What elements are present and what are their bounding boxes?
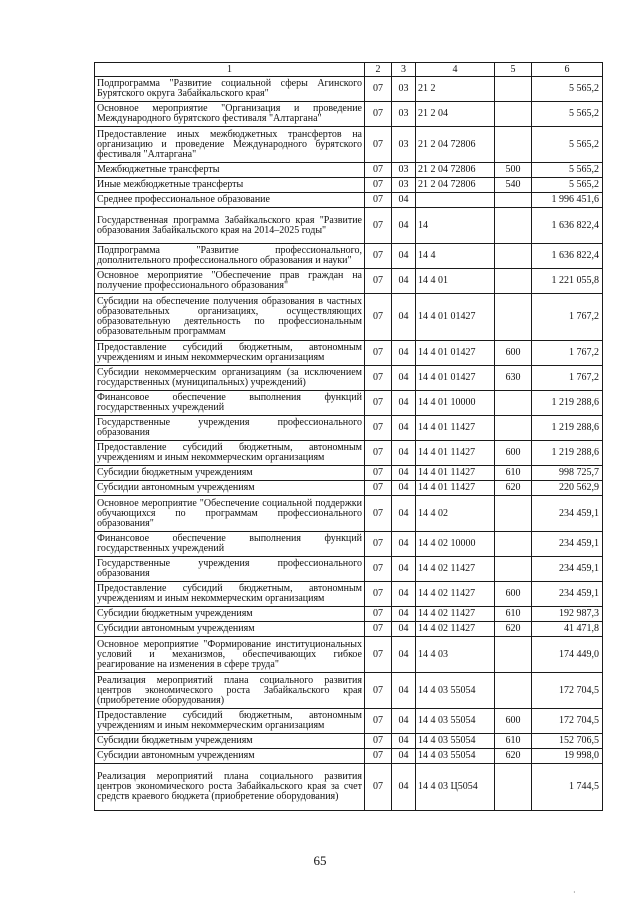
row-amount-cell: 234 459,1 [532, 582, 603, 607]
header-cell: 1 [95, 63, 365, 77]
row-section-cell: 07 [365, 366, 392, 391]
row-expense-type-cell: 620 [495, 622, 532, 637]
row-subsection-cell: 04 [392, 193, 416, 208]
table-header-row [95, 63, 603, 77]
corner-mark: · [573, 888, 576, 897]
row-amount-cell: 1 996 451,6 [532, 193, 603, 208]
row-section-cell: 07 [365, 622, 392, 637]
row-name-cell: Субсидии некоммерческим организациям (за исключением государственных (муниципальных) учреждений) [95, 366, 365, 391]
header-cell: 3 [392, 63, 416, 77]
table-row [95, 163, 603, 178]
row-subsection-cell: 04 [392, 607, 416, 622]
row-subsection-cell: 04 [392, 557, 416, 582]
row-name-cell: Субсидии на обеспечение получения образования в частных образовательных организациях, осуществляющих образовательную деятельность по профессиональным образовательным программам [95, 294, 365, 341]
row-target-code-cell: 14 4 01 01427 [416, 341, 495, 366]
row-amount-cell: 5 565,2 [532, 77, 603, 102]
row-target-code-cell: 21 2 [416, 77, 495, 102]
row-target-code-cell: 14 4 03 55054 [416, 749, 495, 764]
row-target-code-cell: 14 4 03 55054 [416, 734, 495, 749]
row-expense-type-cell [495, 102, 532, 127]
table-row [95, 178, 603, 193]
row-subsection-cell: 04 [392, 294, 416, 341]
row-section-cell: 07 [365, 496, 392, 532]
row-subsection-cell: 04 [392, 673, 416, 709]
row-amount-cell: 172 704,5 [532, 709, 603, 734]
row-name-cell: Предоставление субсидий бюджетным, автономным учреждениям и иным некоммерческим организациям [95, 441, 365, 466]
row-section-cell: 07 [365, 208, 392, 244]
row-section-cell: 07 [365, 637, 392, 673]
row-subsection-cell: 03 [392, 178, 416, 193]
table-row [95, 77, 603, 102]
table-row [95, 622, 603, 637]
table-row [95, 366, 603, 391]
row-subsection-cell: 04 [392, 416, 416, 441]
row-subsection-cell: 04 [392, 366, 416, 391]
table-row [95, 734, 603, 749]
row-expense-type-cell [495, 496, 532, 532]
row-section-cell: 07 [365, 193, 392, 208]
row-name-cell: Предоставление субсидий бюджетным, автономным учреждениям и иным некоммерческим организациям [95, 709, 365, 734]
row-subsection-cell: 04 [392, 481, 416, 496]
row-expense-type-cell: 600 [495, 341, 532, 366]
row-name-cell: Субсидии бюджетным учреждениям [95, 607, 365, 622]
row-name-cell: Субсидии бюджетным учреждениям [95, 734, 365, 749]
row-expense-type-cell: 540 [495, 178, 532, 193]
row-expense-type-cell: 500 [495, 163, 532, 178]
row-amount-cell: 234 459,1 [532, 557, 603, 582]
row-section-cell: 07 [365, 294, 392, 341]
header-cell: 2 [365, 63, 392, 77]
row-target-code-cell [416, 193, 495, 208]
budget-table [94, 62, 603, 811]
row-subsection-cell: 04 [392, 208, 416, 244]
row-amount-cell: 234 459,1 [532, 532, 603, 557]
table-row [95, 582, 603, 607]
row-amount-cell: 1 219 288,6 [532, 391, 603, 416]
row-section-cell: 07 [365, 709, 392, 734]
table-row [95, 764, 603, 811]
row-expense-type-cell [495, 416, 532, 441]
row-expense-type-cell: 620 [495, 749, 532, 764]
table-row [95, 193, 603, 208]
row-expense-type-cell: 600 [495, 441, 532, 466]
row-subsection-cell: 04 [392, 269, 416, 294]
row-expense-type-cell: 610 [495, 734, 532, 749]
row-expense-type-cell [495, 294, 532, 341]
table-row [95, 496, 603, 532]
row-section-cell: 07 [365, 466, 392, 481]
row-subsection-cell: 04 [392, 749, 416, 764]
row-target-code-cell: 14 4 02 [416, 496, 495, 532]
row-amount-cell: 172 704,5 [532, 673, 603, 709]
row-target-code-cell: 14 [416, 208, 495, 244]
table-row [95, 481, 603, 496]
row-subsection-cell: 04 [392, 441, 416, 466]
row-subsection-cell: 03 [392, 102, 416, 127]
header-cell: 6 [532, 63, 603, 77]
row-section-cell: 07 [365, 481, 392, 496]
row-target-code-cell: 14 4 02 11427 [416, 582, 495, 607]
row-name-cell: Реализация мероприятий плана социального развития центров экономического роста Забайкальского края за счет средств краевого бюджета (приобретение оборудования) [95, 764, 365, 811]
row-section-cell: 07 [365, 269, 392, 294]
row-subsection-cell: 04 [392, 532, 416, 557]
row-target-code-cell: 14 4 01 01427 [416, 366, 495, 391]
row-section-cell: 07 [365, 178, 392, 193]
row-name-cell: Основное мероприятие "Обеспечение прав граждан на получение профессионального образования" [95, 269, 365, 294]
row-target-code-cell: 14 4 03 Ц5054 [416, 764, 495, 811]
row-amount-cell: 5 565,2 [532, 127, 603, 163]
row-target-code-cell: 14 4 01 10000 [416, 391, 495, 416]
row-target-code-cell: 14 4 02 11427 [416, 557, 495, 582]
row-expense-type-cell [495, 269, 532, 294]
row-subsection-cell: 04 [392, 466, 416, 481]
row-target-code-cell: 14 4 01 01427 [416, 294, 495, 341]
row-amount-cell: 1 636 822,4 [532, 244, 603, 269]
row-expense-type-cell: 610 [495, 466, 532, 481]
row-expense-type-cell [495, 764, 532, 811]
row-name-cell: Подпрограмма "Развитие профессионального, дополнительного профессионального образования и науки" [95, 244, 365, 269]
row-expense-type-cell [495, 637, 532, 673]
table-row [95, 341, 603, 366]
row-section-cell: 07 [365, 557, 392, 582]
row-target-code-cell: 21 2 04 [416, 102, 495, 127]
row-subsection-cell: 04 [392, 496, 416, 532]
row-target-code-cell: 14 4 02 11427 [416, 607, 495, 622]
row-subsection-cell: 03 [392, 163, 416, 178]
row-target-code-cell: 14 4 02 10000 [416, 532, 495, 557]
row-amount-cell: 5 565,2 [532, 102, 603, 127]
row-section-cell: 07 [365, 582, 392, 607]
table-row [95, 127, 603, 163]
table-row [95, 749, 603, 764]
table-row [95, 673, 603, 709]
row-expense-type-cell: 630 [495, 366, 532, 391]
row-target-code-cell: 14 4 01 11427 [416, 441, 495, 466]
row-amount-cell: 1 767,2 [532, 366, 603, 391]
row-subsection-cell: 04 [392, 341, 416, 366]
table-body [95, 63, 603, 811]
row-section-cell: 07 [365, 391, 392, 416]
header-cell: 4 [416, 63, 495, 77]
row-expense-type-cell: 610 [495, 607, 532, 622]
row-expense-type-cell [495, 127, 532, 163]
row-name-cell: Предоставление субсидий бюджетным, автономным учреждениям и иным некоммерческим организациям [95, 341, 365, 366]
row-section-cell: 07 [365, 673, 392, 709]
row-target-code-cell: 14 4 03 55054 [416, 709, 495, 734]
row-section-cell: 07 [365, 77, 392, 102]
row-expense-type-cell [495, 532, 532, 557]
row-subsection-cell: 03 [392, 127, 416, 163]
row-amount-cell: 220 562,9 [532, 481, 603, 496]
row-name-cell: Государственные учреждения профессионального образования [95, 557, 365, 582]
row-name-cell: Субсидии автономным учреждениям [95, 622, 365, 637]
row-subsection-cell: 04 [392, 764, 416, 811]
row-section-cell: 07 [365, 341, 392, 366]
row-amount-cell: 5 565,2 [532, 178, 603, 193]
page-number: 65 [313, 853, 327, 868]
table-row [95, 102, 603, 127]
table-row [95, 532, 603, 557]
row-target-code-cell: 14 4 01 [416, 269, 495, 294]
row-section-cell: 07 [365, 607, 392, 622]
row-subsection-cell: 04 [392, 637, 416, 673]
row-expense-type-cell [495, 244, 532, 269]
table-row [95, 709, 603, 734]
row-name-cell: Субсидии бюджетным учреждениям [95, 466, 365, 481]
row-name-cell: Субсидии автономным учреждениям [95, 481, 365, 496]
row-expense-type-cell: 600 [495, 582, 532, 607]
row-amount-cell: 1 636 822,4 [532, 208, 603, 244]
row-target-code-cell: 14 4 02 11427 [416, 622, 495, 637]
row-section-cell: 07 [365, 102, 392, 127]
row-amount-cell: 174 449,0 [532, 637, 603, 673]
row-target-code-cell: 14 4 01 11427 [416, 481, 495, 496]
row-section-cell: 07 [365, 163, 392, 178]
table-row [95, 269, 603, 294]
row-amount-cell: 1 744,5 [532, 764, 603, 811]
table-row [95, 607, 603, 622]
row-amount-cell: 41 471,8 [532, 622, 603, 637]
table-row [95, 294, 603, 341]
row-amount-cell: 1 767,2 [532, 341, 603, 366]
row-target-code-cell: 14 4 [416, 244, 495, 269]
row-section-cell: 07 [365, 749, 392, 764]
table-row [95, 637, 603, 673]
row-section-cell: 07 [365, 244, 392, 269]
row-name-cell: Межбюджетные трансферты [95, 163, 365, 178]
table-row [95, 208, 603, 244]
row-name-cell: Реализация мероприятий плана социального развития центров экономического роста Забайкальского края (приобретение оборудования) [95, 673, 365, 709]
row-name-cell: Субсидии автономным учреждениям [95, 749, 365, 764]
row-amount-cell: 192 987,3 [532, 607, 603, 622]
table-row [95, 466, 603, 481]
row-amount-cell: 1 767,2 [532, 294, 603, 341]
row-expense-type-cell: 620 [495, 481, 532, 496]
row-name-cell: Финансовое обеспечение выполнения функций государственных учреждений [95, 532, 365, 557]
row-target-code-cell: 21 2 04 72806 [416, 127, 495, 163]
row-amount-cell: 1 221 055,8 [532, 269, 603, 294]
row-section-cell: 07 [365, 532, 392, 557]
row-target-code-cell: 14 4 03 55054 [416, 673, 495, 709]
row-amount-cell: 152 706,5 [532, 734, 603, 749]
row-name-cell: Финансовое обеспечение выполнения функций государственных учреждений [95, 391, 365, 416]
row-section-cell: 07 [365, 441, 392, 466]
row-expense-type-cell [495, 391, 532, 416]
table-row [95, 416, 603, 441]
row-amount-cell: 5 565,2 [532, 163, 603, 178]
row-amount-cell: 998 725,7 [532, 466, 603, 481]
row-name-cell: Государственные учреждения профессионального образования [95, 416, 365, 441]
header-cell: 5 [495, 63, 532, 77]
row-subsection-cell: 04 [392, 734, 416, 749]
row-subsection-cell: 04 [392, 622, 416, 637]
row-amount-cell: 19 998,0 [532, 749, 603, 764]
row-name-cell: Основное мероприятие "Формирование институциональных условий и механизмов, обеспечивающих гибкое реагирование на изменения в сфере труда" [95, 637, 365, 673]
table-row [95, 441, 603, 466]
row-target-code-cell: 21 2 04 72806 [416, 178, 495, 193]
row-expense-type-cell: 600 [495, 709, 532, 734]
table-row [95, 557, 603, 582]
row-expense-type-cell [495, 673, 532, 709]
row-subsection-cell: 04 [392, 709, 416, 734]
row-section-cell: 07 [365, 764, 392, 811]
row-expense-type-cell [495, 193, 532, 208]
row-target-code-cell: 14 4 01 11427 [416, 416, 495, 441]
row-section-cell: 07 [365, 127, 392, 163]
row-section-cell: 07 [365, 734, 392, 749]
row-name-cell: Основное мероприятие "Организация и проведение Международного бурятского фестиваля "Алтаргана" [95, 102, 365, 127]
row-amount-cell: 1 219 288,6 [532, 441, 603, 466]
row-name-cell: Подпрограмма "Развитие социальной сферы Агинского Бурятского округа Забайкальского края" [95, 77, 365, 102]
row-subsection-cell: 04 [392, 244, 416, 269]
row-target-code-cell: 14 4 03 [416, 637, 495, 673]
row-subsection-cell: 04 [392, 582, 416, 607]
row-target-code-cell: 21 2 04 72806 [416, 163, 495, 178]
row-subsection-cell: 03 [392, 77, 416, 102]
table-row [95, 244, 603, 269]
row-subsection-cell: 04 [392, 391, 416, 416]
row-name-cell: Среднее профессиональное образование [95, 193, 365, 208]
table-row [95, 391, 603, 416]
row-name-cell: Государственная программа Забайкальского края "Развитие образования Забайкальского края на 2014–2025 годы" [95, 208, 365, 244]
row-name-cell: Основное мероприятие "Обеспечение социальной поддержки обучающихся по программам профессионального образования" [95, 496, 365, 532]
row-expense-type-cell [495, 77, 532, 102]
row-name-cell: Предоставление субсидий бюджетным, автономным учреждениям и иным некоммерческим организациям [95, 582, 365, 607]
row-target-code-cell: 14 4 01 11427 [416, 466, 495, 481]
row-name-cell: Иные межбюджетные трансферты [95, 178, 365, 193]
row-amount-cell: 1 219 288,6 [532, 416, 603, 441]
row-section-cell: 07 [365, 416, 392, 441]
row-expense-type-cell [495, 557, 532, 582]
row-expense-type-cell [495, 208, 532, 244]
row-name-cell: Предоставление иных межбюджетных трансфертов на организацию и проведение Международного бурятского фестиваля "Алтаргана" [95, 127, 365, 163]
row-amount-cell: 234 459,1 [532, 496, 603, 532]
